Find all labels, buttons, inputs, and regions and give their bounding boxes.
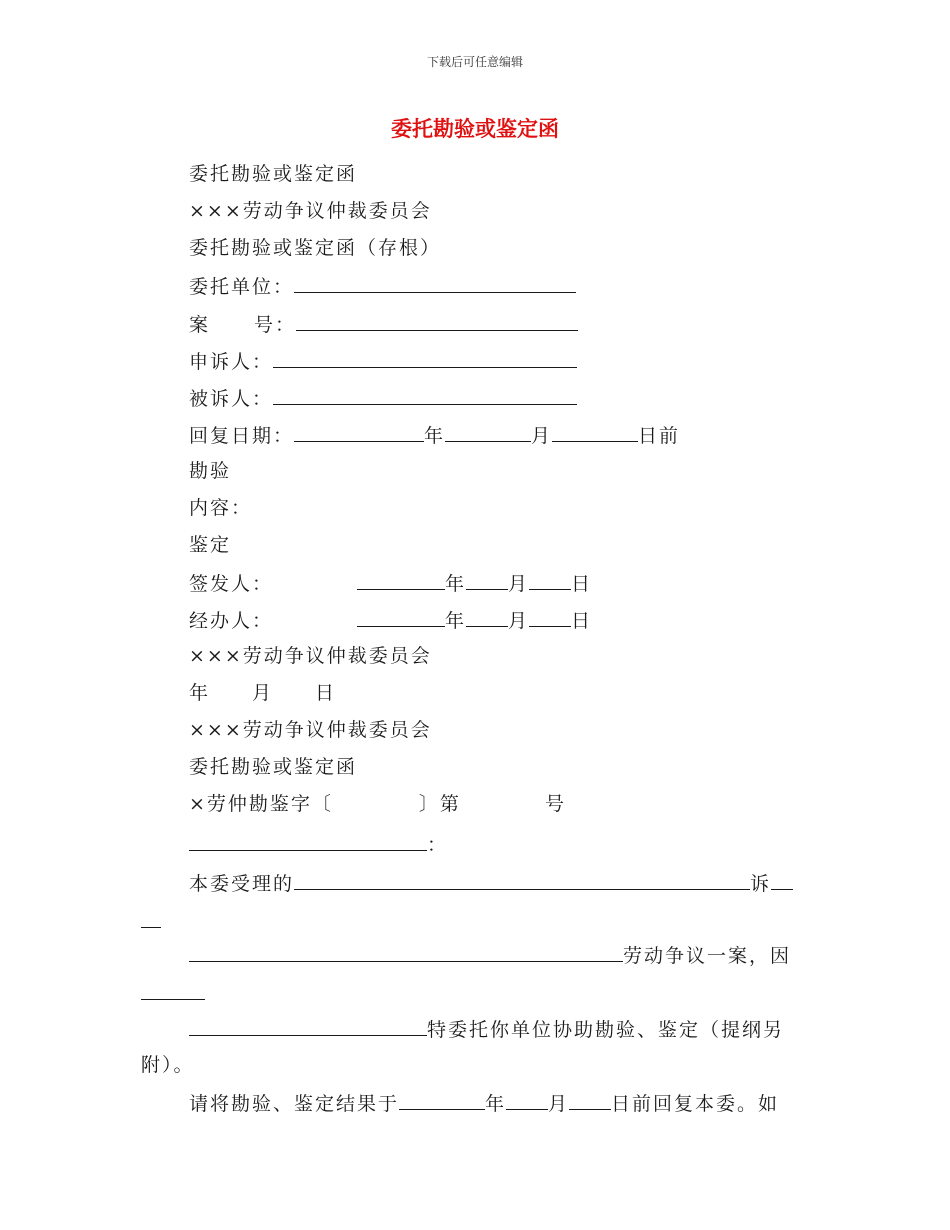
handler-row [189,606,592,634]
paragraph-2-wrap [141,979,205,1007]
content-label-2: 内容： [189,497,253,519]
paragraph-2-line [189,941,791,969]
content-label-3: 鉴定 [189,534,232,556]
appellant-field[interactable] [273,347,577,368]
case-label-1: 案 [189,314,211,336]
appellant-row [189,347,577,375]
p4-start-text: 请将勘验、鉴定结果于 [189,1093,400,1115]
p1-start-text: 本委受理的 [189,873,295,895]
stub-title: 委托勘验或鉴定函 [189,163,358,185]
p4-month-label: 月 [548,1093,570,1115]
paragraph-1-line [189,869,793,897]
p2-text: 劳动争议一案，因 [623,945,792,967]
stub-committee-sign: ×××劳动争议仲裁委员会 [189,645,432,667]
date-year-label: 年 [189,682,211,704]
respondent-label: 被诉人： [189,388,274,410]
letter-title: 委托勘验或鉴定函 [189,756,358,778]
unit-row [189,272,576,300]
issuer-month-field[interactable] [466,569,508,590]
month-label: 月 [531,425,553,447]
ref-suffix: 号 [544,793,566,815]
handler-month-field[interactable] [466,606,508,627]
p4-month-field[interactable] [506,1089,548,1110]
year-label: 年 [445,573,467,595]
letter-committee: ×××劳动争议仲裁委员会 [189,719,432,741]
stub-committee: ×××劳动争议仲裁委员会 [189,200,432,222]
ref-mid: 〕第 [418,793,461,815]
reply-day-field[interactable] [552,421,638,442]
month-label: 月 [508,610,530,632]
p1-wrap-field[interactable] [141,907,161,928]
p4-year-field[interactable] [399,1089,485,1110]
case-number-row [189,310,578,338]
handler-year-field[interactable] [357,606,445,627]
day-before-label: 日前 [638,425,681,447]
document-title: 委托勘验或鉴定函 [391,116,559,141]
handler-day-field[interactable] [529,606,571,627]
reply-year-field[interactable] [294,421,424,442]
issuer-label: 签发人： [189,573,274,595]
p1-tail-field[interactable] [771,869,793,890]
paragraph-4-line [189,1089,779,1117]
stub-date-row [189,680,336,706]
p2-wrap-field[interactable] [141,979,205,1000]
case-number-field[interactable] [296,310,578,331]
month-label: 月 [508,573,530,595]
issuer-day-field[interactable] [529,569,571,590]
p1-party-field[interactable] [294,869,750,890]
p3-field[interactable] [189,1015,427,1036]
unit-label: 委托单位： [189,276,295,298]
date-month-label: 月 [252,682,274,704]
respondent-row [189,384,577,412]
paragraph-3-line [189,1015,784,1043]
reply-label: 回复日期： [189,425,295,447]
paragraph-1-wrap [141,907,161,935]
unit-field[interactable] [294,272,576,293]
p4-day-field[interactable] [569,1089,611,1110]
p2-field[interactable] [189,941,623,962]
ref-prefix: ×劳仲勘鉴字〔 [189,793,333,815]
issuer-year-field[interactable] [357,569,445,590]
handler-label: 经办人： [189,610,274,632]
year-label: 年 [445,610,467,632]
addressee-colon: ： [427,834,449,856]
reference-number-row [189,791,566,817]
addressee-row [189,830,448,858]
content-label-1: 勘验 [189,460,232,482]
year-label: 年 [424,425,446,447]
p4-year-label: 年 [485,1093,507,1115]
addressee-field[interactable] [189,830,427,851]
case-label-2: 号： [254,314,297,336]
p4-end-text: 日前回复本委。如 [611,1093,780,1115]
day-label: 日 [571,610,593,632]
date-day-label: 日 [315,682,337,704]
appellant-label: 申诉人： [189,351,274,373]
p1-end-text: 诉 [750,873,772,895]
stub-subtitle: 委托勘验或鉴定函（存根） [189,237,442,259]
reply-date-row [189,421,680,449]
p3-text: 特委托你单位协助勘验、鉴定（提纲另 [427,1019,785,1041]
day-label: 日 [571,573,593,595]
reply-month-field[interactable] [445,421,531,442]
page-header-note: 下载后可任意编辑 [426,55,523,69]
respondent-field[interactable] [273,384,577,405]
paragraph-3-wrap: 附）。 [141,1054,195,1076]
issuer-row [189,569,592,597]
